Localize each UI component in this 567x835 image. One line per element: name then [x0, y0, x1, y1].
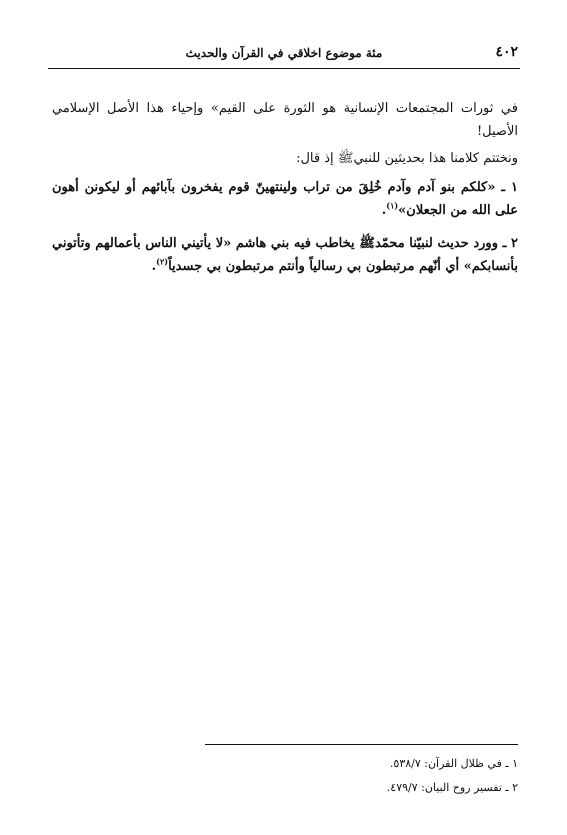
footnote-ref: (٢): [156, 256, 169, 267]
paragraph-text: ١ ـ «كلكم بنو آدم وآدم خُلِقَ من تراب ولينتهينّ قوم يفخرون بآبائهم أو ليكونن أهون على الله من الجعلان»: [52, 180, 518, 218]
footnote: ٢ ـ تفسير روح البيان: ٤٧٩/٧.: [386, 781, 518, 794]
paragraph: [52, 97, 518, 143]
page-body: [52, 97, 518, 278]
hadith-paragraph: ١ ـ «كلكم بنو آدم وآدم خُلِقَ من تراب ولينتهينّ قوم يفخرون بآبائهم أو ليكونن أهون على الله من الجعلان»$^{(١)}$.: [52, 180, 518, 218]
paragraph: [52, 147, 518, 170]
footnote-divider: [205, 744, 518, 745]
paragraph-text: ٢ ـ وورد حديث لنبيّنا محمّدﷺ يخاطب فيه بني هاشم «لا يأتيني الناس بأعمالهم وتأتوني بأنسابكم» أي أنّهم مرتبطون بي رسالياً وأنتم مرتبطون بي جسدياً: [52, 236, 518, 274]
hadith-paragraph: ٢ ـ وورد حديث لنبيّنا محمّدﷺ يخاطب فيه بني هاشم «لا يأتيني الناس بأعمالهم وتأتوني بأنسابكم» أي أنّهم مرتبطون بي رسالياً وأنتم مرتبطون بي جسدياً$^{(٢)}$.: [52, 236, 518, 274]
paragraph-text: في ثورات المجتمعات الإنسانية هو الثورة على القيم» وإحياء هذا الأصل الإسلامي الأصيل!: [52, 101, 518, 139]
page-header: [48, 40, 520, 69]
footnote: ١ ـ في ظلال القرآن: ٥٣٨/٧.: [389, 757, 518, 770]
paragraph-text: ونختتم كلامنا هذا بحديثين للنبيﷺ إذ قال:: [296, 151, 518, 166]
page-number: ٤٠٢: [495, 44, 518, 60]
footnote-ref: (١): [386, 200, 399, 211]
running-title: مئة موضوع اخلاقي في القرآن والحديث: [185, 46, 383, 60]
footnotes: [52, 752, 518, 800]
